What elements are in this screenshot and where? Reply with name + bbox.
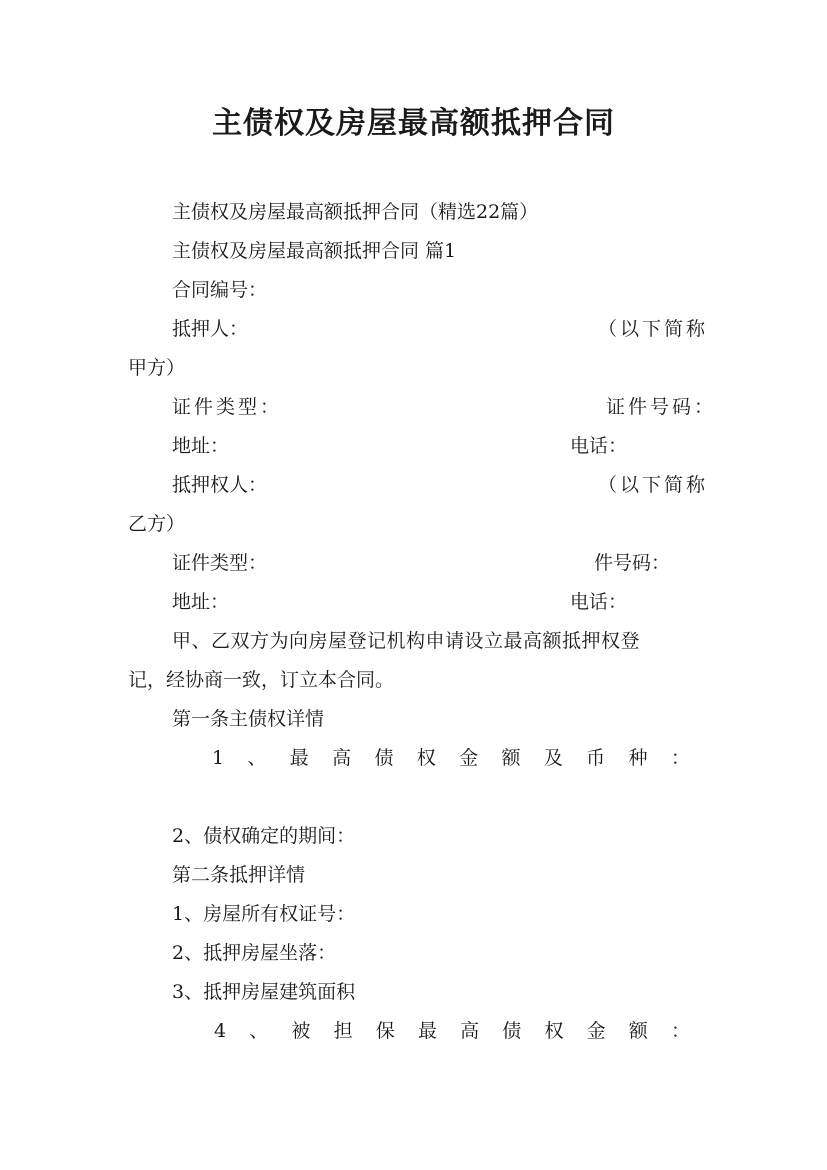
item-1-1-char: 币	[586, 747, 606, 769]
id-type-label-party-a: 证件类型：	[172, 396, 283, 418]
item-2-4-char: 保	[375, 1020, 395, 1042]
item-1-1-char: 债	[374, 747, 394, 769]
item-2-4-char: 权	[544, 1020, 564, 1042]
item-2-4-char: 4	[214, 1020, 227, 1042]
item-1-1-char: 及	[543, 747, 563, 769]
address-label-party-b: 地址：	[172, 591, 230, 613]
mortgagor-label: 抵押人：	[172, 318, 249, 340]
id-number-label-party-a: 证件号码：	[606, 396, 717, 418]
address-label-party-a: 地址：	[172, 435, 230, 457]
item-1-1-char: 最	[289, 747, 309, 769]
id-type-label-party-b: 证件类型：	[172, 552, 268, 574]
mortgagor-alias-end: 甲方）	[128, 357, 186, 379]
section-1-heading: 第一条主债权详情	[172, 708, 325, 730]
article-heading: 主债权及房屋最高额抵押合同 篇1	[172, 240, 457, 262]
item-2-4-char: 担	[333, 1020, 353, 1042]
item-1-1-char: 金	[459, 747, 479, 769]
item-2-1: 1、房屋所有权证号：	[172, 903, 356, 925]
item-1-1-char: 1	[212, 747, 225, 769]
item-2-4-line	[214, 1018, 690, 1044]
mortgagor-alias: （以下简称	[598, 318, 709, 340]
item-1-2: 2、债权确定的期间：	[172, 825, 356, 847]
id-number-label-party-b: 件号码：	[594, 552, 671, 574]
item-2-4-char: 金	[586, 1020, 606, 1042]
item-1-1-char: 额	[501, 747, 521, 769]
item-2-4-char: 、	[249, 1020, 269, 1042]
item-2-2: 2、抵押房屋坐落：	[172, 942, 337, 964]
item-1-1-line	[212, 745, 690, 771]
item-2-4-char: ：	[670, 1020, 690, 1042]
item-2-4-char: 债	[502, 1020, 522, 1042]
item-1-1-char: ：	[670, 747, 690, 769]
section-2-heading: 第二条抵押详情	[172, 864, 306, 886]
contract-number-label: 合同编号：	[172, 279, 268, 301]
phone-label-party-b: 电话：	[570, 591, 628, 613]
item-2-3: 3、抵押房屋建筑面积	[172, 981, 356, 1003]
preamble-line-1: 甲、乙双方为向房屋登记机构申请设立最高额抵押权登	[172, 630, 641, 652]
item-2-4-char: 被	[291, 1020, 311, 1042]
preamble-line-2: 记，经协商一致，订立本合同。	[128, 669, 395, 691]
mortgagee-label: 抵押权人：	[172, 474, 268, 496]
item-1-1-char: 、	[247, 747, 267, 769]
item-1-1-char: 种	[628, 747, 648, 769]
document-title: 主债权及房屋最高额抵押合同	[212, 106, 615, 141]
intro-line: 主债权及房屋最高额抵押合同（精选22篇）	[172, 201, 539, 223]
mortgagee-alias-end: 乙方）	[128, 513, 186, 535]
item-2-4-char: 最	[417, 1020, 437, 1042]
item-2-4-char: 高	[460, 1020, 480, 1042]
item-1-1-char: 高	[332, 747, 352, 769]
phone-label-party-a: 电话：	[570, 435, 628, 457]
mortgagee-alias: （以下简称	[598, 474, 709, 496]
item-1-1-char: 权	[416, 747, 436, 769]
item-2-4-char: 额	[628, 1020, 648, 1042]
